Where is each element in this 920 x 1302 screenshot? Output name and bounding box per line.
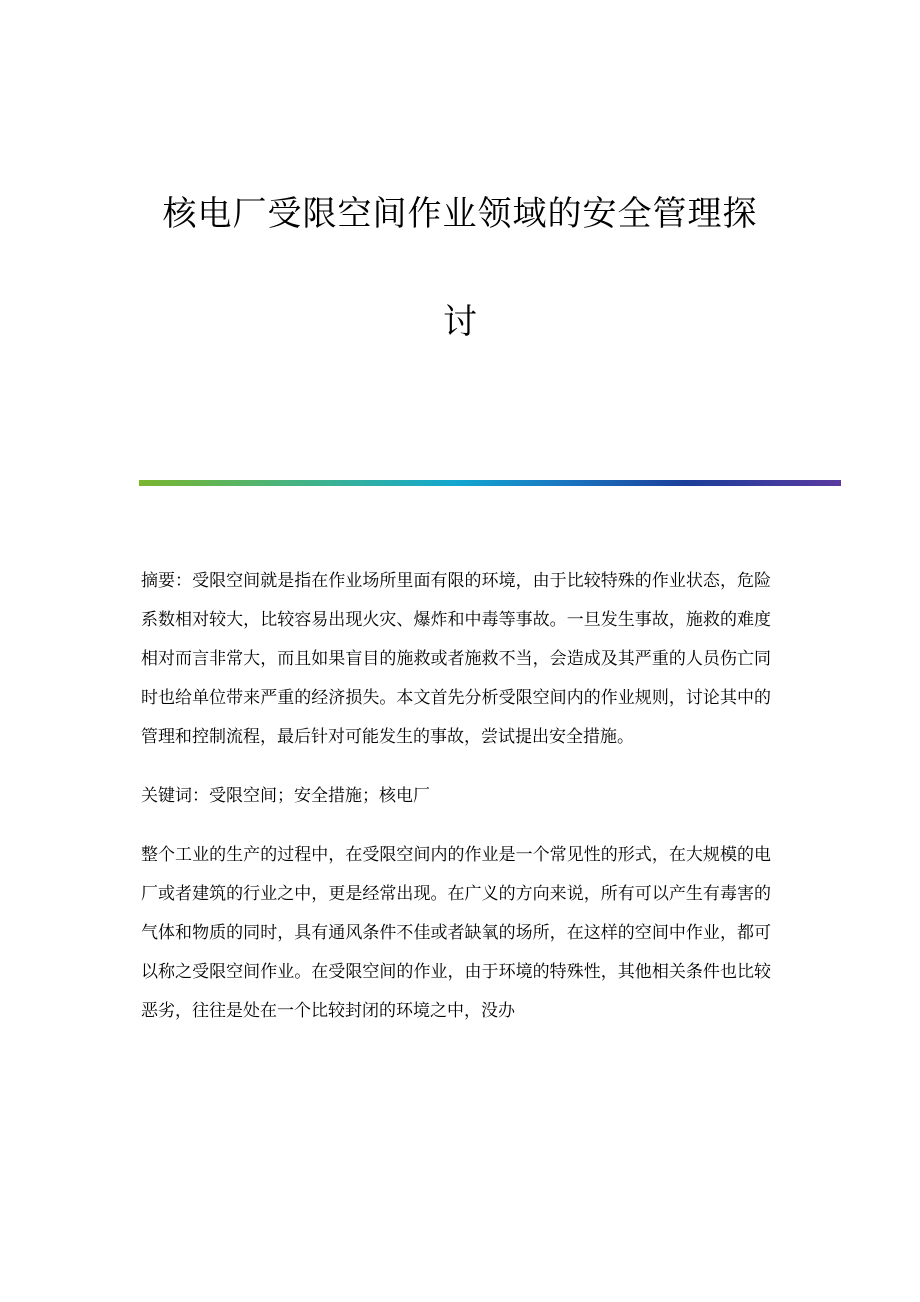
keywords-line: 关键词：受限空间；安全措施；核电厂 [141, 786, 430, 806]
body-paragraph: 整个工业的生产的过程中，在受限空间内的作业是一个常见性的形式，在大规模的电厂或者建筑的行业之中，更是经常出现。在广义的方向来说，所有可以产生有毒害的气体和物质的同时，具有通风条件不佳或者缺氧的场所，在这样的空间中作业，都可以称之受限空间作业。在受限空间的作业，由于环境的特殊性，其他相关条件也比较恶劣，往往是处在一个比较封闭的环境之中，没办 [141, 845, 771, 1021]
title-line-1: 核电厂受限空间作业领域的安全管理探 [162, 194, 758, 234]
title-divider [139, 480, 841, 486]
document-body [141, 562, 771, 1051]
title-line-2: 讨 [443, 302, 477, 342]
document-title [120, 186, 800, 350]
abstract-paragraph: 摘要：受限空间就是指在作业场所里面有限的环境，由于比较特殊的作业状态，危险系数相对较大，比较容易出现火灾、爆炸和中毒等事故。一旦发生事故，施救的难度相对而言非常大，而且如果盲目的施救或者施救不当，会造成及其严重的人员伤亡同时也给单位带来严重的经济损失。本文首先分析受限空间内的作业规则，讨论其中的管理和控制流程，最后针对可能发生的事故，尝试提出安全措施。 [141, 571, 771, 747]
